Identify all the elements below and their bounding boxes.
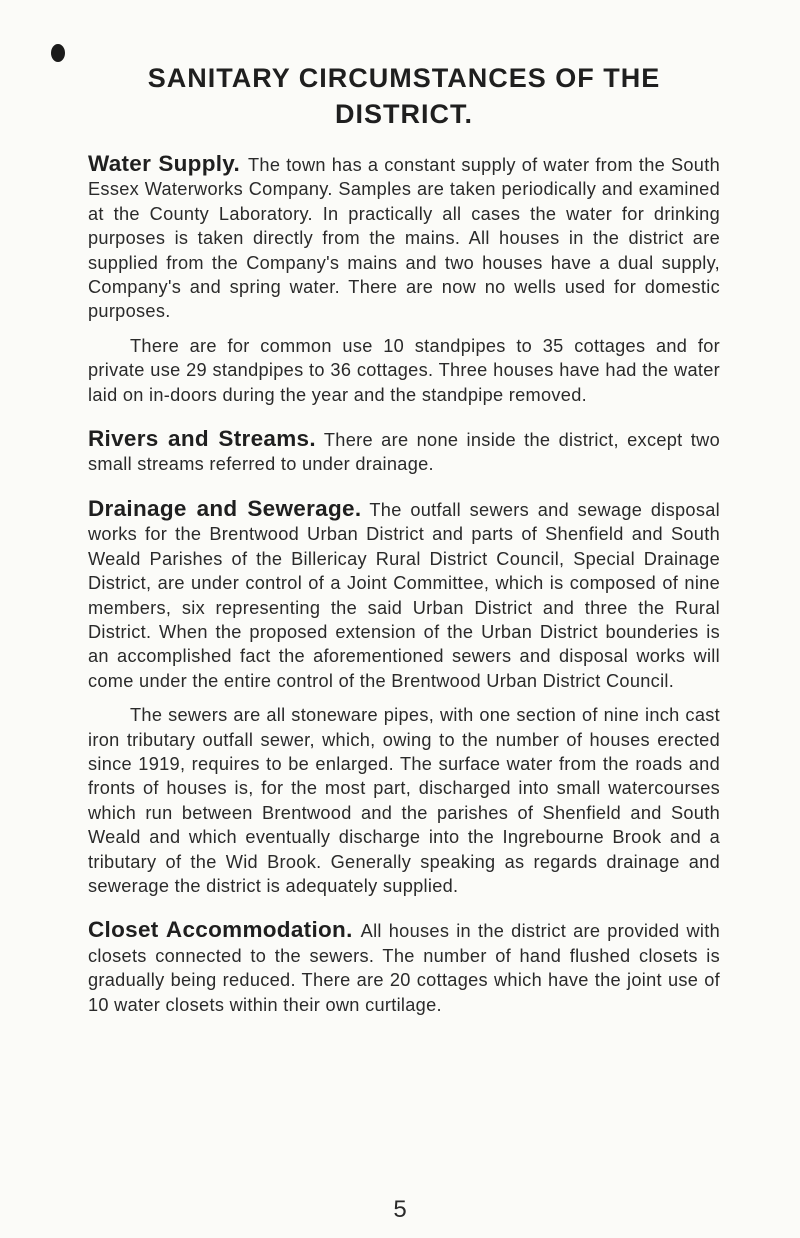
document-page xyxy=(88,60,720,1017)
water-supply-heading: Water Supply. xyxy=(88,151,241,176)
title-line-1: SANITARY CIRCUMSTANCES OF THE xyxy=(147,63,661,93)
rivers-streams-paragraph xyxy=(88,427,720,477)
drainage-paragraph-1 xyxy=(88,497,720,693)
drainage-heading: Drainage and Sewerage. xyxy=(88,495,362,521)
section-closet-accommodation xyxy=(88,918,720,1017)
water-supply-paragraph-1 xyxy=(88,152,720,324)
water-supply-text-1: The town has a constant supply of water from the South Essex Waterworks Company. Samples are taken periodically and examined at the County Laboratory. In practically all cases the water for drinking purposes is taken directly from the mains. All houses in the district are supplied from the Company's mains and two houses have a dual supply, Company's and spring water. There are now no wells used for domestic purposes. xyxy=(88,155,720,322)
water-supply-paragraph-2: There are for common use 10 standpipes to 35 cottages and for private use 29 standpipes to 36 cottages. Three houses have had the water laid on in-doors during the year and the standpipe removed. xyxy=(88,335,720,405)
punch-hole xyxy=(51,44,65,62)
closet-text: All houses in the district are provided with closets connected to the sewers. The number of hand flushed closets is gradually being reduced. There are 20 cottages which have the joint use of 10 water closets within their own curtilage. xyxy=(88,921,721,1015)
drainage-paragraph-2: The sewers are all stoneware pipes, with one section of nine inch cast iron tributary outfall sewer, which, owing to the number of houses erected since 1919, requires to be enlarged. The surface water from the roads and fronts of houses is, for the most part, discharged into small watercourses which run between Brentwood and the parishes of Shenfield and South Weald and which eventually discharge into the Ingrebourne Brook and a tributary of the Wid Brook. Generally speaking as regards drainage and sewerage the district is adequately supplied. xyxy=(88,705,720,896)
closet-heading: Closet Accommodation. xyxy=(88,917,353,943)
section-water-supply xyxy=(88,152,720,407)
drainage-text-1: The outfall sewers and sewage disposal works for the Brentwood Urban District and parts of Shenfield and South Weald Parishes of the Billericay Rural District Council, Special Drainage District, are under control of a Joint Committee, which is composed of nine members, six representing the said Urban District and three the Rural District. When the proposed extension of the Urban District bounderies is an accomplished fact the aforementioned sewers and disposal works will come under the entire control of the Brentwood Urban District Council. xyxy=(88,499,720,691)
page-number: 5 xyxy=(393,1196,407,1223)
title-line-2: DISTRICT. xyxy=(334,99,473,129)
page-title xyxy=(88,60,720,132)
closet-paragraph xyxy=(88,918,720,1017)
section-rivers-streams xyxy=(88,427,720,477)
rivers-streams-text: There are none inside the district, except two small streams referred to under drainage. xyxy=(88,430,720,475)
rivers-streams-heading: Rivers and Streams. xyxy=(88,426,316,452)
section-drainage-sewerage xyxy=(88,497,720,899)
